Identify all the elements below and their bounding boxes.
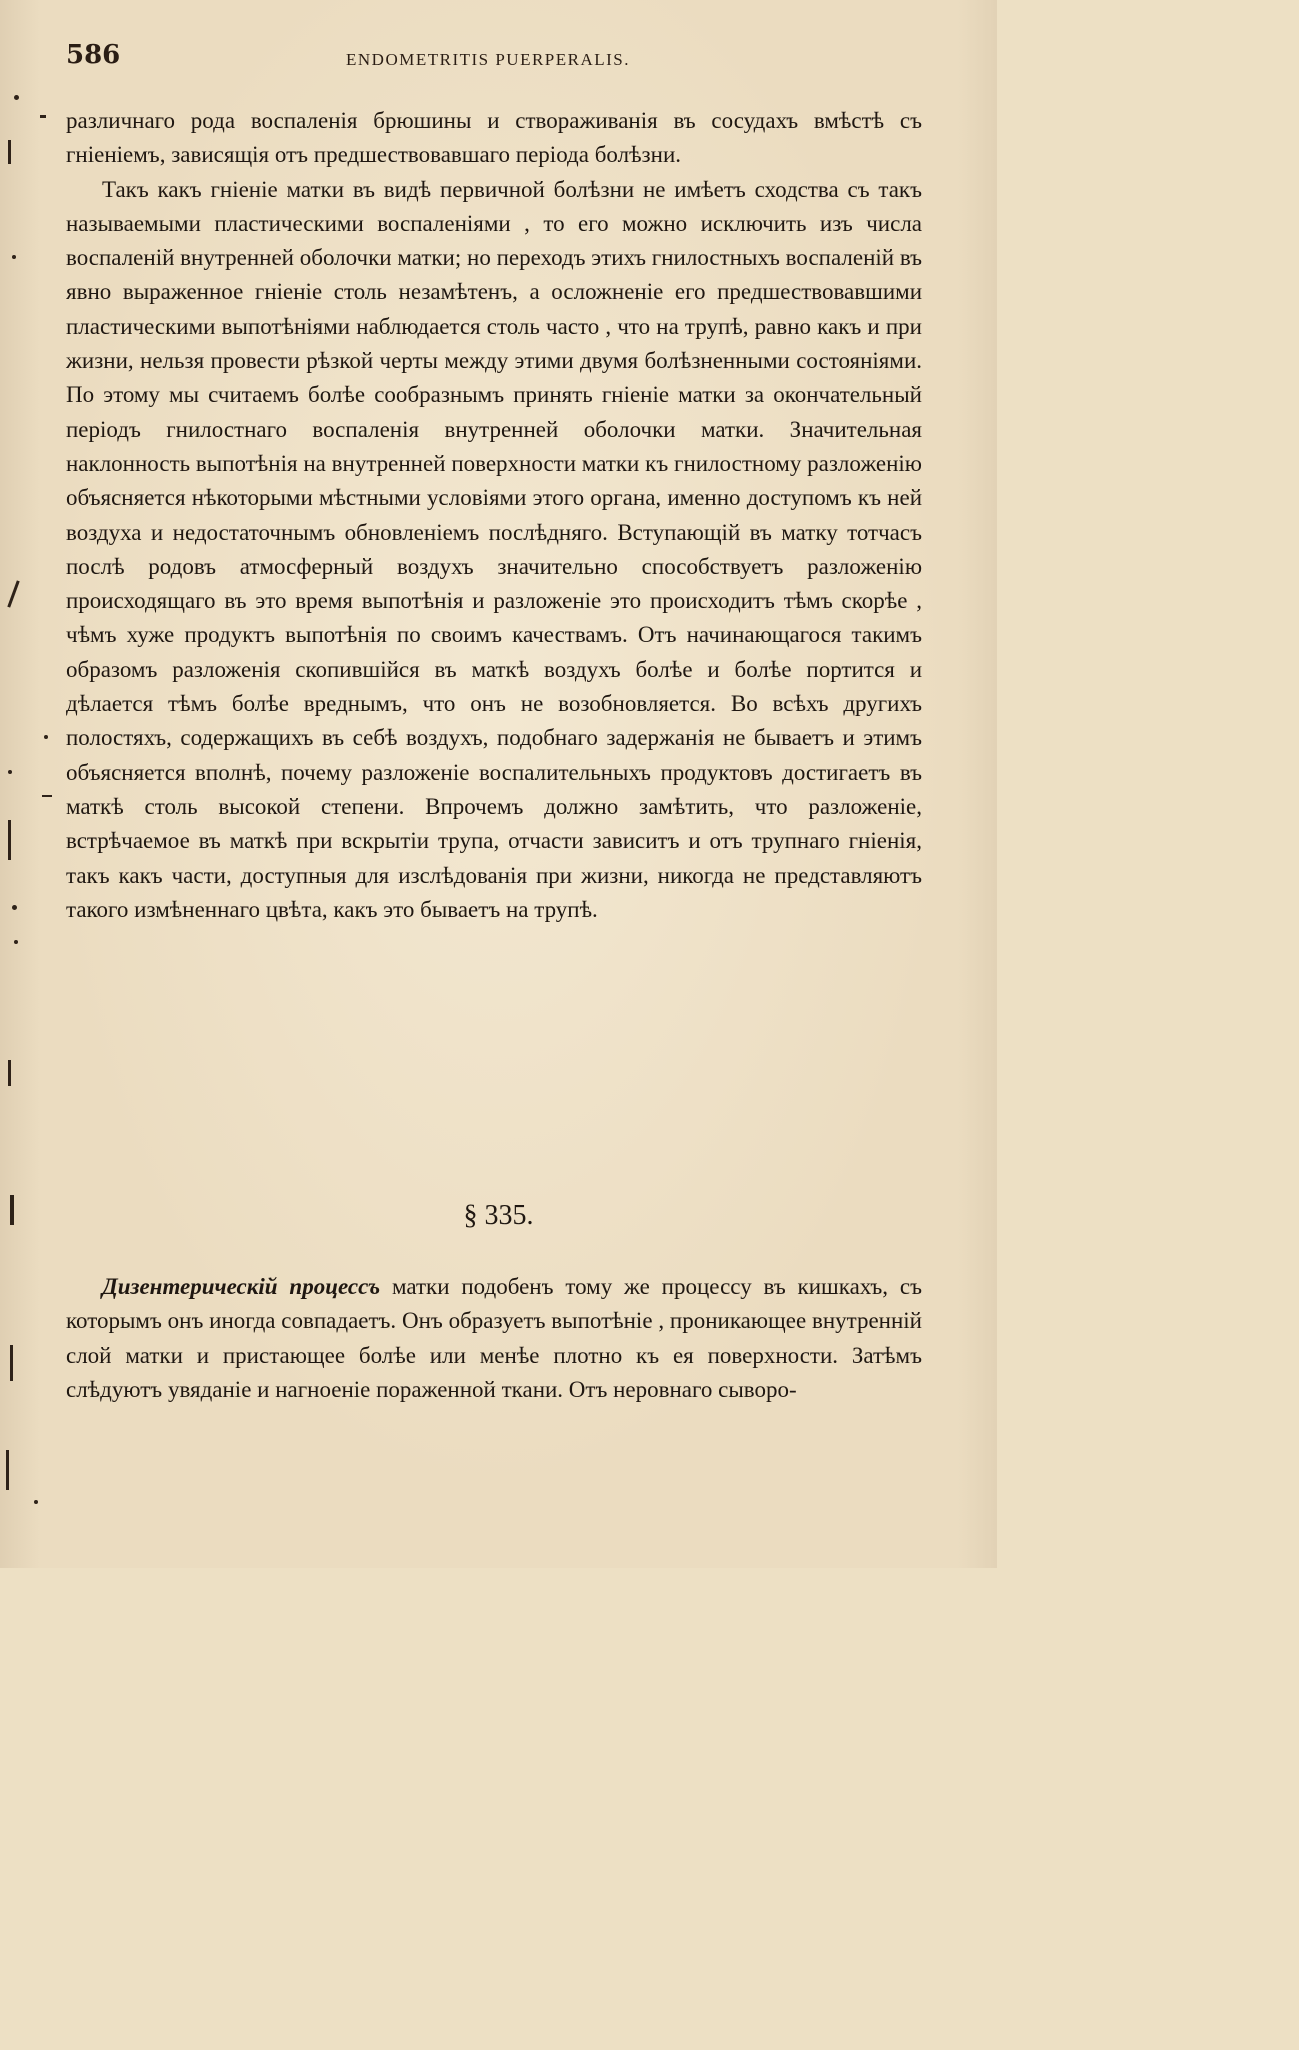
- paragraph-dysenteric: [66, 1270, 922, 1407]
- margin-mark: [8, 140, 11, 164]
- running-head: [66, 40, 922, 80]
- margin-mark: [34, 1500, 38, 1504]
- running-head-title: ENDOMETRITIS PUERPERALIS.: [346, 50, 631, 69]
- margin-mark: [14, 940, 18, 944]
- italic-term: Дизентерическій процессъ: [102, 1274, 381, 1299]
- margin-mark: [8, 1060, 11, 1086]
- paragraph-dysenteric-text: матки подобенъ тому же процессу въ кишкахъ, съ которымъ онъ иногда совпадаетъ. Онъ образуетъ выпотѣніе , проникающее внутренній слой матки и пристающее болѣе или менѣе плотно къ ея поверхности. Затѣмъ слѣдуютъ увяданіе и нагноеніе пораженной ткани. Отъ неровнаго сыворо-: [66, 1274, 922, 1402]
- page-number: 586: [66, 40, 121, 70]
- margin-mark: [44, 735, 48, 739]
- section-body: [66, 1270, 922, 1407]
- paragraph-putrefaction: Такъ какъ гніеніе матки въ видѣ первичной болѣзни не имѣетъ сходства съ такъ называемыми пластическими воспаленіями , то его можно исключить изъ числа воспаленій внутренней оболочки матки; но переходъ этихъ гнилостныхъ воспаленій въ явно выраженное гніеніе столь незамѣтенъ, а осложненіе его предшествовавшими пластическими выпотѣніями наблюдается столь часто , что на трупѣ, равно какъ и при жизни, нельзя провести рѣзкой черты между этими двумя болѣзненными состояніями. По этому мы считаемъ болѣе сообразнымъ принять гніеніе матки за окончательный періодъ гнилостнаго воспаленія внутренней оболочки матки. Значительная наклонность выпотѣнія на внутренней поверхности матки къ гнилостному разложенію объясняется нѣкоторыми мѣстными условіями этого органа, именно доступомъ къ ней воздуха и недостаточнымъ обновленіемъ послѣдняго. Вступающій въ матку тотчасъ послѣ родовъ атмосферный воздухъ значительно способствуетъ разложенію происходящаго въ это время выпотѣнія и разложеніе это происходитъ тѣмъ скорѣе , чѣмъ хуже продуктъ выпотѣнія по своимъ качествамъ. Отъ начинающагося такимъ образомъ разложенія скопившійся въ маткѣ воздухъ болѣе и болѣе портится и дѣлается тѣмъ болѣе вреднымъ, что онъ не возобновляется. Во всѣхъ другихъ полостяхъ, содержащихъ въ себѣ воздухъ, подобнаго задержанія не бываетъ и этимъ объясняется вполнѣ, почему разложеніе воспалительныхъ продуктовъ достигаетъ въ маткѣ столь высокой степени. Впрочемъ должно замѣтить, что разложеніе, встрѣчаемое въ маткѣ при вскрытіи трупа, отчасти зависитъ и отъ трупнаго гніенія, такъ какъ части, доступныя для изслѣдованія при жизни, никогда не представляютъ такого измѣненнаго цвѣта, какъ это бываетъ на трупѣ.: [66, 176, 923, 922]
- margin-mark: [10, 1345, 13, 1381]
- paragraph-continuation: различнаго рода воспаленія брюшины и створаживанія въ сосудахъ вмѣстѣ съ гніеніемъ, зависящія отъ предшествовавшаго періода болѣзни.: [66, 108, 922, 168]
- margin-mark: [6, 1450, 9, 1490]
- margin-mark: [42, 795, 52, 797]
- margin-mark: [12, 255, 16, 259]
- margin-mark: [8, 770, 12, 774]
- margin-mark: [14, 95, 19, 100]
- margin-mark: [40, 115, 46, 118]
- margin-mark: [12, 905, 17, 910]
- margin-mark: [10, 1195, 14, 1225]
- margin-mark: [7, 580, 19, 607]
- section-heading: § 335.: [463, 1200, 534, 1231]
- margin-mark: [8, 820, 11, 860]
- body-text: [66, 104, 922, 927]
